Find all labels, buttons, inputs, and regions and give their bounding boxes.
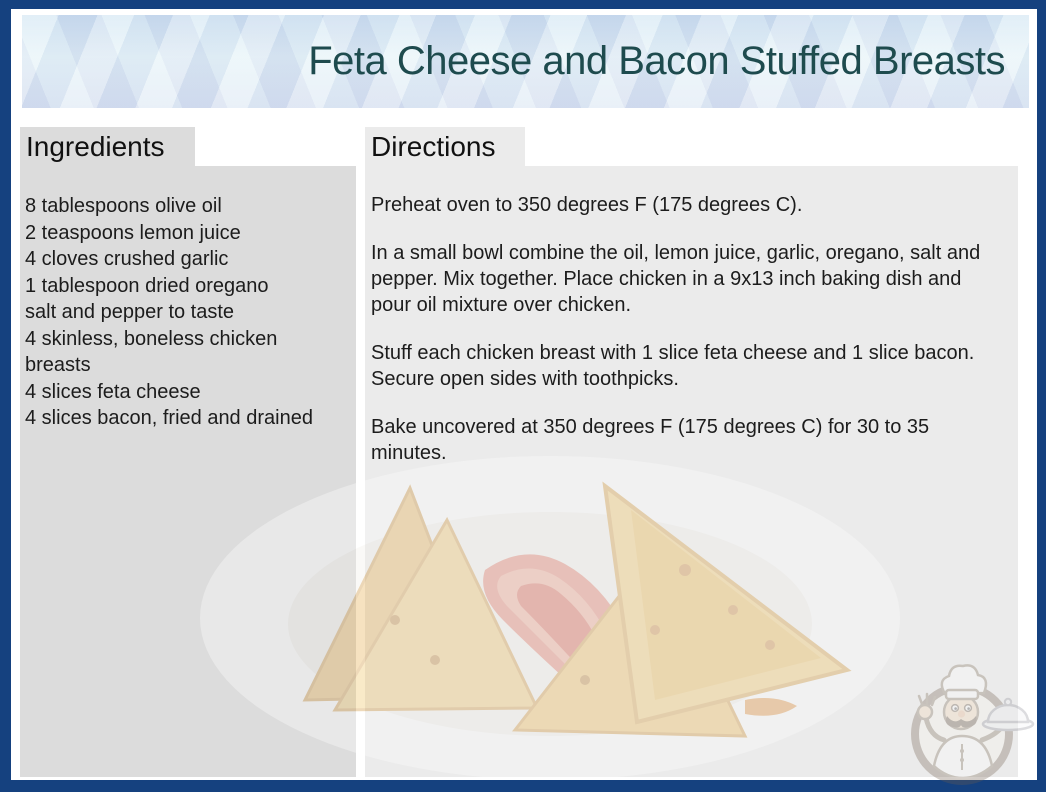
direction-step: Preheat oven to 350 degrees F (175 degrees C). [371,194,803,216]
ingredient-item: 2 teaspoons lemon juice [25,221,241,244]
ingredient-item: 1 tablespoon dried oregano [25,274,269,297]
direction-step: Bake uncovered at 350 degrees F (175 degrees C) for 30 to 35 minutes. [371,416,930,464]
ingredient-item: 4 cloves crushed garlic [25,248,229,270]
direction-step: Stuff each chicken breast with 1 slice feta cheese and 1 slice bacon. Secure open sides with toothpicks. [371,342,975,390]
ingredient-item: 4 slices feta cheese [25,380,201,403]
directions-heading: Directions [365,127,525,166]
directions-panel [365,166,1018,777]
title-banner [22,15,1029,108]
ingredients-heading: Ingredients [20,127,195,166]
direction-step: In a small bowl combine the oil, lemon juice, garlic, oregano, salt and pepper. Mix together. Place chicken in a 9x13 inch baking dish and pour oil mixture over chicken. [371,242,981,316]
page-title: Feta Cheese and Bacon Stuffed Breasts [308,39,1005,83]
ingredient-item: 4 slices bacon, fried and drained [25,407,313,429]
ingredients-panel [20,166,356,777]
ingredient-item: 4 skinless, boneless chicken breasts [25,327,278,376]
ingredient-item: salt and pepper to taste [25,301,235,323]
ingredient-item: 8 tablespoons olive oil [25,195,222,217]
recipe-page [11,9,1037,780]
